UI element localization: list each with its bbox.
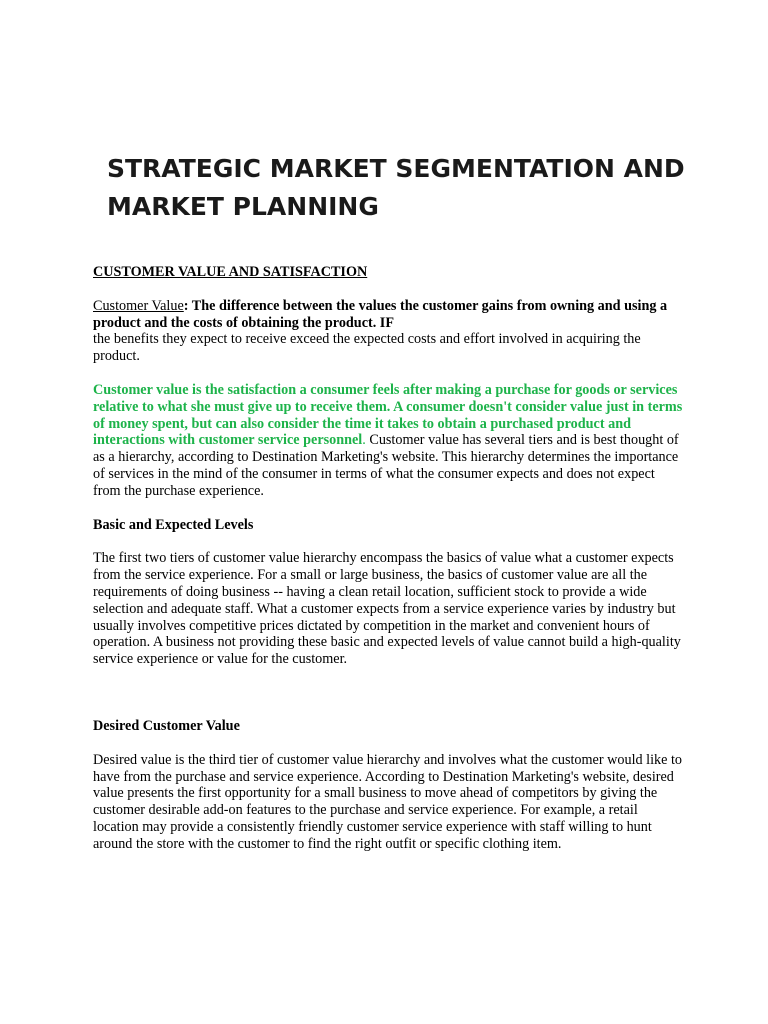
green-paragraph-plain: Customer value has several tiers and is best thought of as a hierarchy, according to Destination Marketing's website. This hierarchy determines the importance of services in the mind of the consumer in terms of what the consumer expects and does not expect from the purchase experience. <box>93 432 679 499</box>
desired-value-text: Desired value is the third tier of customer value hierarchy and involves what the customer would like to have from the purchase and service experience. According to Destination Marketing's website, desired value presents the first opportunity for a small business to move ahead of competitors by giving the customer desirable add-on features to the purchase and service experience. For example, a retail location may provide a consistently friendly customer service experience with staff willing to hunt around the store with the customer to find the right outfit or specific clothing item. <box>93 751 683 852</box>
page-title: STRATEGIC MARKET SEGMENTATION AND MARKET PLANNING <box>107 154 685 221</box>
definition-paragraph <box>93 298 683 365</box>
basic-levels-heading: Basic and Expected Levels <box>93 516 254 533</box>
definition-term: Customer Value <box>93 297 184 314</box>
green-highlight-text: Customer value is the satisfaction a consumer feels after making a purchase for goods or services relative to what she must give up to receive them. A consumer doesn't consider value just in terms of money spent, but can also consider the time it takes to obtain a purchased product and interactions with customer service personnel <box>93 381 683 449</box>
definition-colon: : <box>183 297 189 314</box>
basic-levels-text: The first two tiers of customer value hierarchy encompass the basics of value what a customer expects from the service experience. For a small or large business, the basics of customer value are all the requirements of doing business -- having a clean retail location, sufficient stock to provide a wide selection and adequate staff. What a customer expects from a service experience varies by industry but usually involves competitive prices dictated by competition in the market and convenient hours of operation. A business not providing these basic and expected levels of value cannot build a high-quality service experience or value for the customer. <box>93 550 681 668</box>
desired-value-heading: Desired Customer Value <box>93 717 240 734</box>
document-body <box>93 264 683 853</box>
definition-plain-text: the benefits they expect to receive exceed the expected costs and effort involved in acquiring the product. <box>93 331 641 365</box>
section-heading: CUSTOMER VALUE AND SATISFACTION <box>93 264 368 280</box>
green-paragraph <box>93 382 683 500</box>
green-period: . <box>362 432 366 449</box>
definition-bold-text: The difference between the values the customer gains from owning and using a product and the costs of obtaining the product. IF <box>93 297 668 331</box>
